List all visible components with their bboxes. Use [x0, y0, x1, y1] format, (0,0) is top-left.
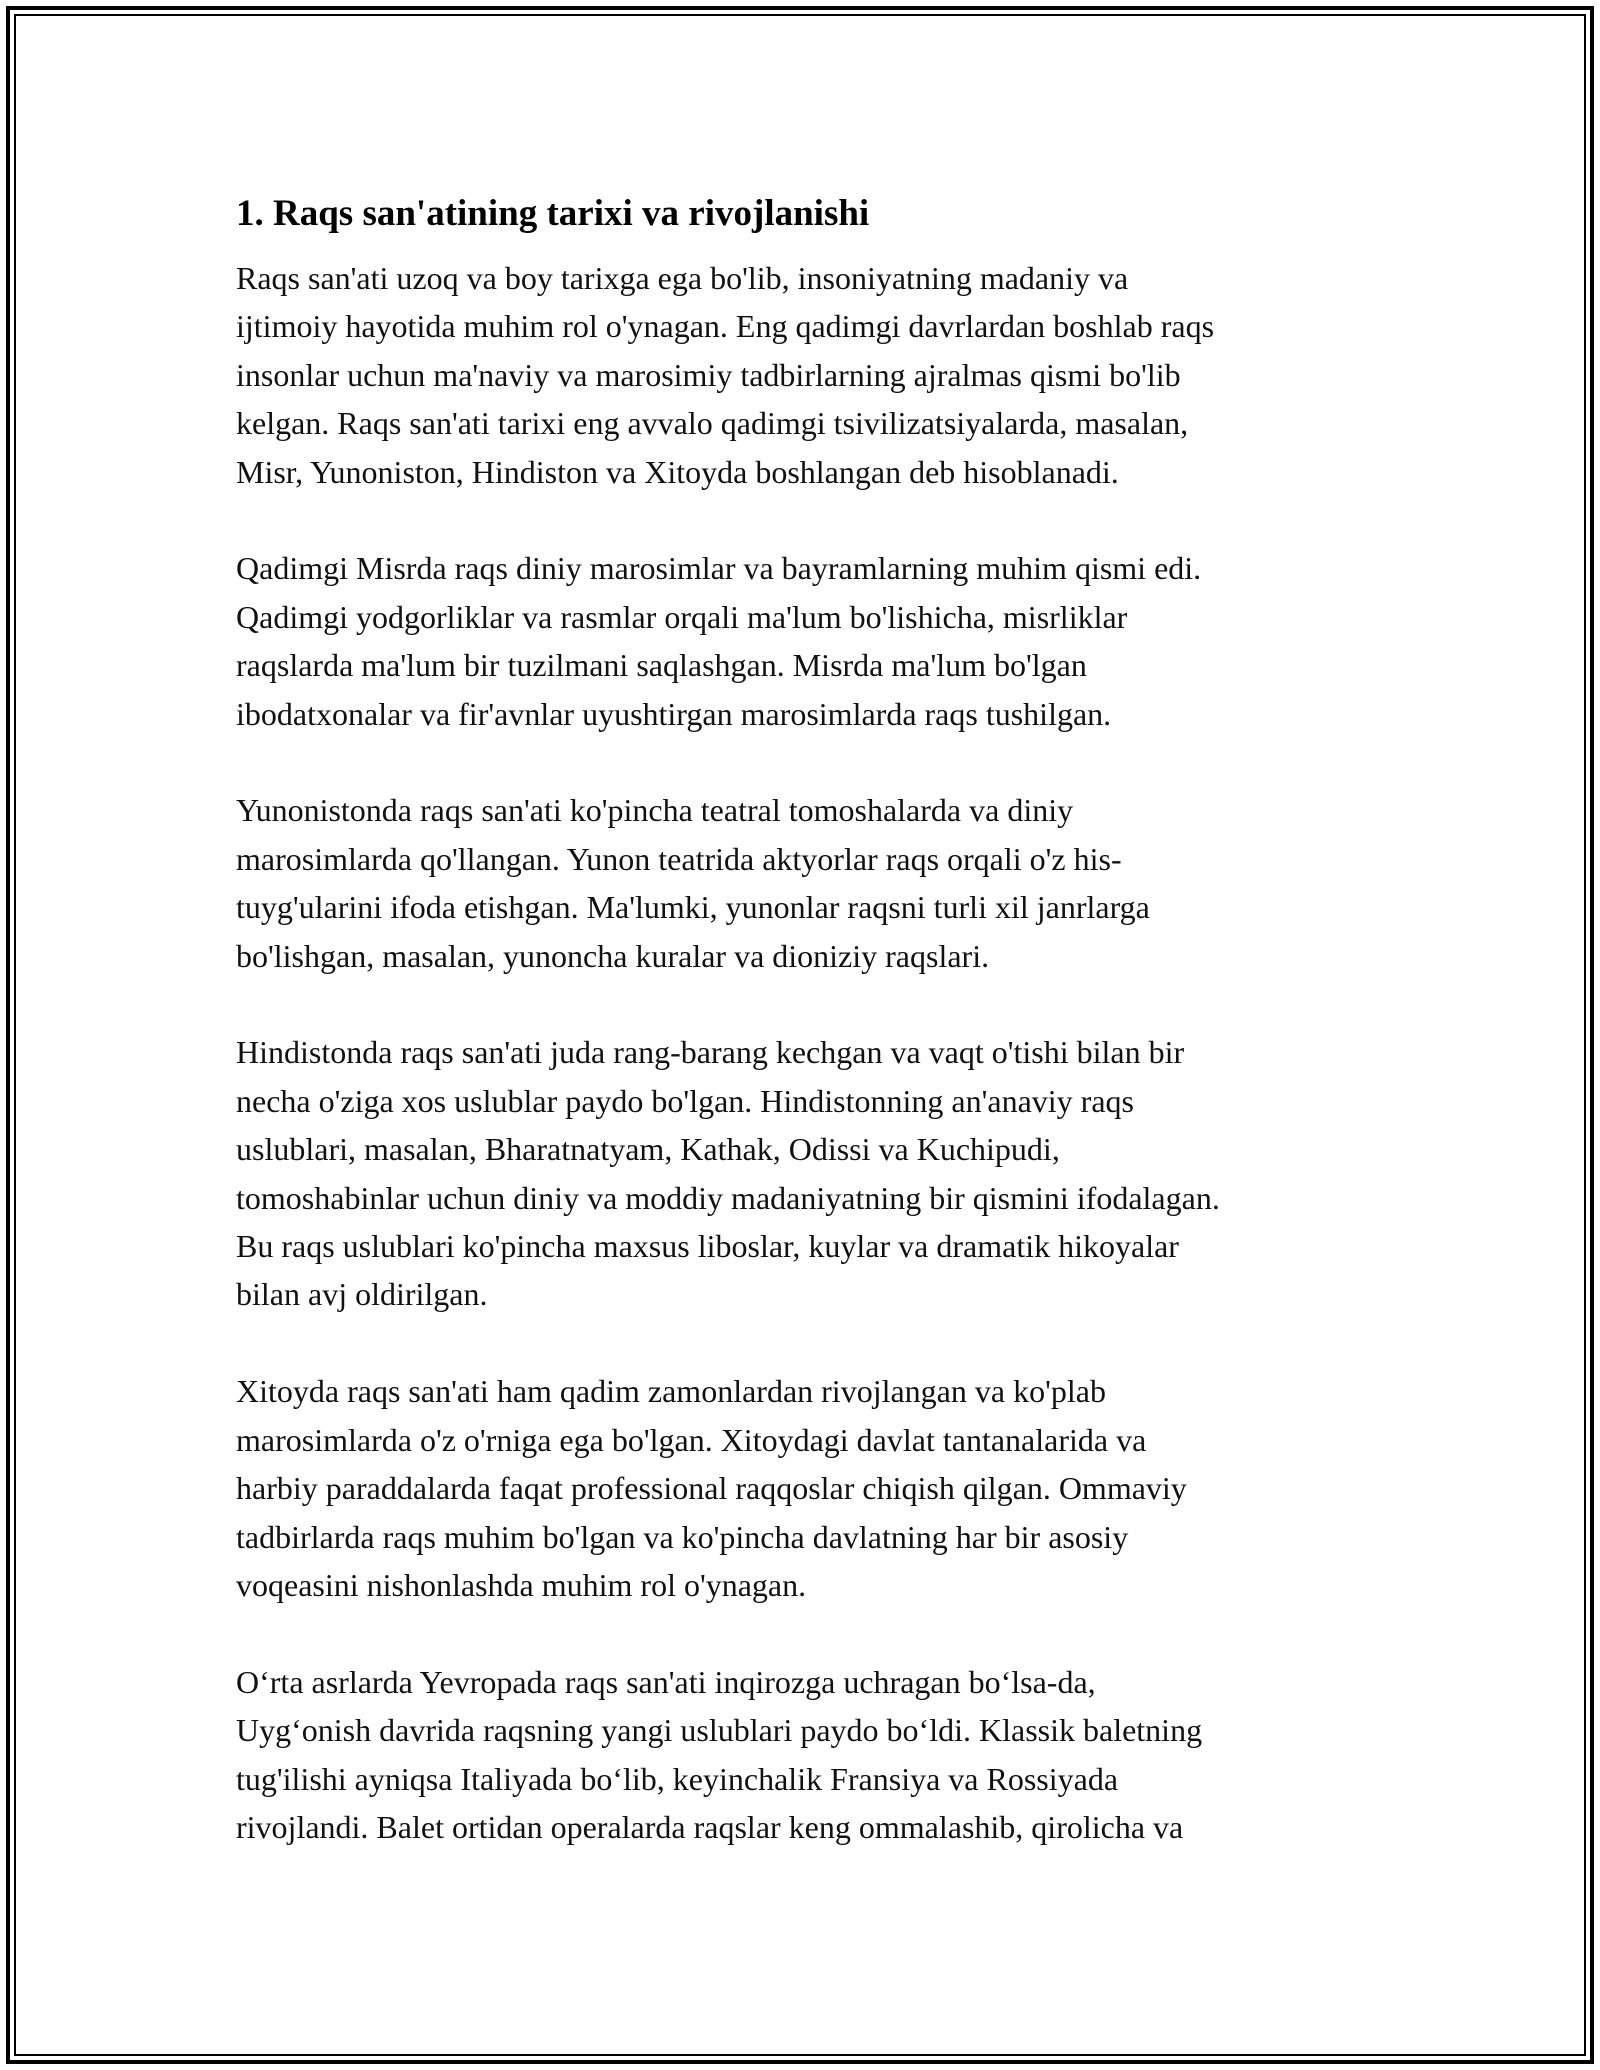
section-heading: 1. Raqs san'atining tarixi va rivojlanishi: [236, 193, 870, 234]
paragraph-india: Hindistonda raqs san'ati juda rang-barang kechgan va vaqt o'tishi bilan bir necha o'ziga xos uslublar paydo bo'lgan. Hindistonning an'anaviy raqs uslublari, masalan, Bharatnatyam, Kathak, Odissi va Kuchipudi, tomoshabinlar uchun diniy va moddiy madaniyatning bir qismini ifodalagan. Bu raqs uslublari ko'pincha maxsus liboslar, kuylar va dramatik hikoyalar bilan avj oldirilgan.: [236, 1034, 1220, 1313]
paragraph-greece: Yunonistonda raqs san'ati ko'pincha teatral tomoshalarda va diniy marosimlarda qo'llangan. Yunon teatrida aktyorlar raqs orqali o'z his- tuyg'ularini ifoda etishgan. Ma'lumki, yunonlar raqsni turli xil janrlarga bo'lishgan, masalan, yunoncha kuralar va dioniziy raqslari.: [236, 792, 1150, 974]
document-body: [236, 186, 1376, 1900]
paragraph-china: Xitoyda raqs san'ati ham qadim zamonlardan rivojlangan va ko'plab marosimlarda o'z o'rniga ega bo'lgan. Xitoydagi davlat tantanalarida va harbiy paraddalarda faqat professional raqqoslar chiqish qilgan. Ommaviy tadbirlarda raqs muhim bo'lgan va ko'pincha davlatning har bir asosiy voqeasini nishonlashda muhim rol o'ynagan.: [236, 1373, 1187, 1603]
paragraph-egypt: Qadimgi Misrda raqs diniy marosimlar va bayramlarning muhim qismi edi. Qadimgi yodgorliklar va rasmlar orqali ma'lum bo'lishicha, misrliklar raqslarda ma'lum bir tuzilmani saqlashgan. Misrda ma'lum bo'lgan ibodatxonalar va fir'avnlar uyushtirgan marosimlarda raqs tushilgan.: [236, 550, 1202, 732]
paragraph-intro: Raqs san'ati uzoq va boy tarixga ega bo'lib, insoniyatning madaniy va ijtimoiy hayotida muhim rol o'ynagan. Eng qadimgi davrlardan boshlab raqs insonlar uchun ma'naviy va marosimiy tadbirlarning ajralmas qismi bo'lib kelgan. Raqs san'ati tarixi eng avvalo qadimgi tsivilizatsiyalarda, masalan, Misr, Yunoniston, Hindiston va Xitoyda boshlangan deb hisoblanadi.: [236, 260, 1215, 490]
paragraph-europe: O‘rta asrlarda Yevropada raqs san'ati inqirozga uchragan bo‘lsa-da, Uyg‘onish davrida raqsning yangi uslublari paydo bo‘ldi. Klassik baletning tug'ilishi ayniqsa Italiyada bo‘lib, keyinchalik Fransiya va Rossiyada rivojlandi. Balet ortidan operalarda raqslar keng ommalashib, qirolicha va: [236, 1663, 1203, 1845]
